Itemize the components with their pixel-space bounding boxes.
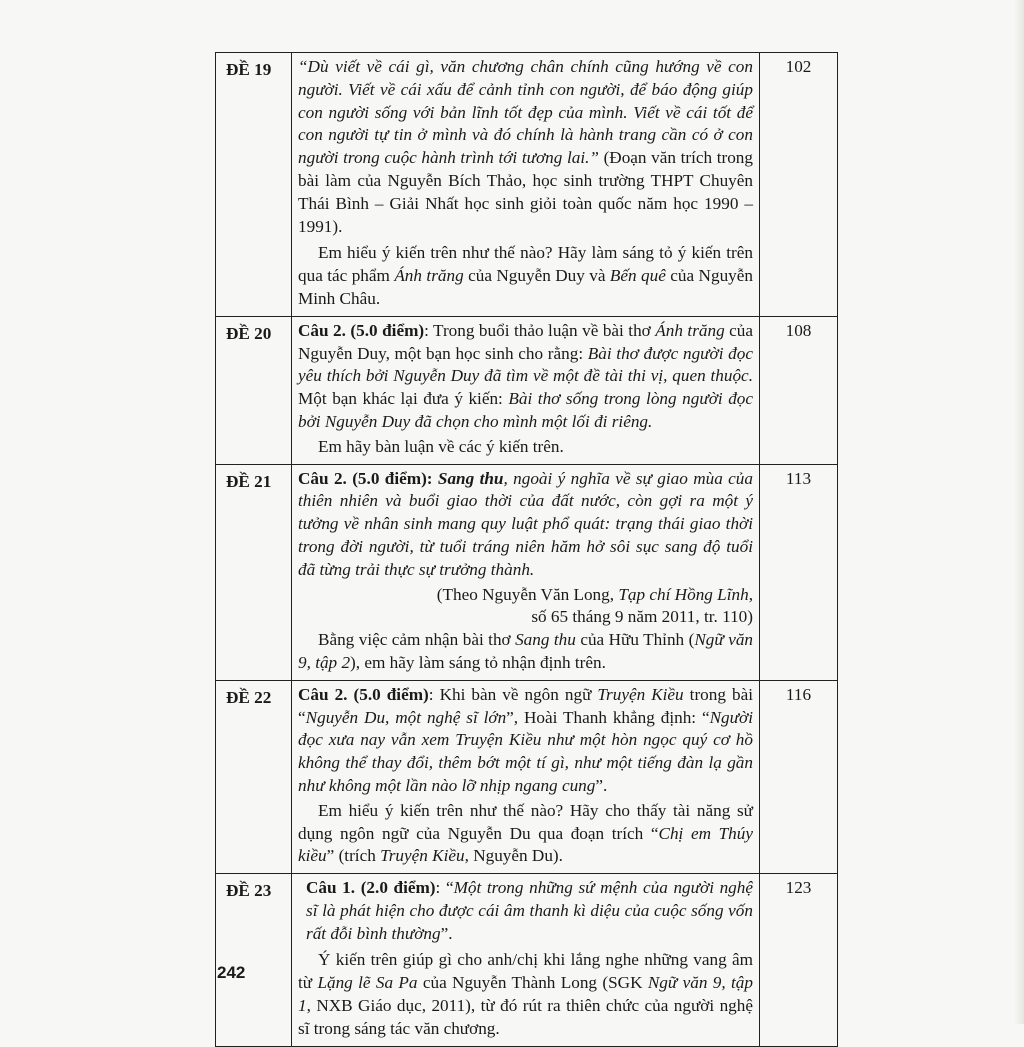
text: : “ bbox=[435, 878, 454, 898]
quote: , ngoài ý nghĩa về sự giao mùa của thiên nhiên và buổi giao thời của đất nước, còn gợi ra một ý tưởng về nhân sinh mang quy luật phổ quát: trạng thái giao thời trong đời người, từ tuổi tráng niên hăm hở sôi sục sang độ tuổi đã từng trải thực sự trưởng thành. bbox=[298, 468, 753, 579]
text: : Khi bàn về ngôn ngữ bbox=[428, 684, 598, 704]
work-title: Bến quê bbox=[609, 266, 666, 286]
text: Em hiểu ý kiến trên như thế nào? Hãy làm sáng tỏ ý kiến trên qua tác phẩm bbox=[298, 243, 753, 286]
text: ”, Hoài Thanh khẳng định: “ bbox=[506, 707, 710, 727]
text: Một bạn khác lại đưa ý kiến: bbox=[298, 389, 509, 409]
paragraph bbox=[298, 877, 753, 945]
paragraph bbox=[298, 242, 753, 310]
paragraph bbox=[298, 629, 753, 675]
exam-code: ĐỀ 21 bbox=[216, 464, 292, 680]
text: , NXB Giáo dục, 2011), từ đó rút ra thiên chức của người nghệ sĩ trong sáng tác văn chương. bbox=[298, 996, 753, 1038]
paragraph bbox=[298, 56, 753, 238]
paragraph bbox=[298, 949, 753, 1040]
quote: Người đọc xưa nay vẫn xem Truyện Kiều như một hòn ngọc quý cơ hồ không thể thay đổi, thêm bớt một tí gì, như một tiếng đàn lạ gần như không một lần nào lỡ nhịp ngang cung bbox=[298, 707, 753, 795]
table-row bbox=[216, 464, 838, 680]
text: , bbox=[748, 584, 753, 604]
exam-content bbox=[292, 53, 760, 317]
work-title: Truyện Kiều bbox=[380, 846, 465, 866]
quote: Bài thơ được người đọc yêu thích bởi Nguyễn Duy đã tìm về một đề tài thi vị, quen thuộc. bbox=[298, 343, 753, 386]
text: của Nguyễn Thành Long (SGK bbox=[417, 973, 648, 993]
paragraph bbox=[298, 800, 753, 868]
work-title: Truyện Kiều bbox=[597, 684, 684, 704]
exam-code: ĐỀ 23 bbox=[216, 874, 292, 1047]
text: ” (trích bbox=[326, 846, 381, 866]
exam-code: ĐỀ 19 bbox=[216, 53, 292, 317]
exam-index-table bbox=[215, 52, 838, 1047]
exam-content bbox=[292, 464, 760, 680]
quote: Bài thơ sống trong lòng người đọc bởi Nguyễn Duy đã chọn cho mình một lối đi riêng. bbox=[298, 389, 754, 431]
text: Em hiểu ý kiến trên như thế nào? Hãy cho thấy tài năng sử dụng ngôn ngữ của Nguyễn Du qua đoạn trích “ bbox=[298, 800, 753, 843]
work-title: Sang thu bbox=[432, 468, 504, 488]
quote: “Dù viết về cái gì, văn chương chân chính cũng hướng về con người. Viết về cái xấu để cảnh tỉnh con người, để báo động giúp con người sống với bản lĩnh tốt đẹp của mình. Viết về cái tốt để con người tự tin ở mình và đó chính là hành trang cần có ở con người trong cuộc hành trình tới tương lai.” bbox=[298, 57, 753, 168]
work-title: Ánh trăng bbox=[394, 266, 464, 286]
paragraph bbox=[298, 320, 753, 434]
table-row bbox=[216, 680, 838, 873]
exam-code: ĐỀ 22 bbox=[216, 680, 292, 873]
text: Bằng việc cảm nhận bài thơ bbox=[318, 630, 516, 650]
excerpt-title: Chị em Thúy kiều bbox=[298, 823, 753, 866]
question-label: Câu 2. (5.0 điểm) bbox=[298, 320, 425, 340]
paragraph bbox=[298, 684, 753, 798]
text: Ý kiến trên giúp gì cho anh/chị khi lắng nghe những vang âm từ bbox=[298, 950, 753, 993]
text: ”. bbox=[440, 923, 453, 943]
page-ref: 113 bbox=[760, 464, 838, 680]
source-line: số 65 tháng 9 năm 2011, tr. 110) bbox=[531, 607, 753, 627]
work-title: Sang thu bbox=[515, 630, 576, 650]
journal-title: Tạp chí Hồng Lĩnh bbox=[618, 584, 749, 604]
page-number: 242 bbox=[217, 963, 246, 982]
question-label: Câu 2. (5.0 điểm): bbox=[298, 468, 433, 488]
table-row bbox=[216, 874, 838, 1047]
exam-content bbox=[292, 316, 760, 464]
text: : Trong buổi thảo luận về bài thơ bbox=[424, 320, 656, 340]
page-ref: 116 bbox=[760, 680, 838, 873]
paragraph bbox=[298, 468, 753, 582]
exam-code: ĐỀ 20 bbox=[216, 316, 292, 464]
page-ref: 108 bbox=[760, 316, 838, 464]
text: trong bài “ bbox=[298, 684, 753, 727]
text: của Nguyễn Duy và bbox=[463, 266, 610, 286]
text: của Hữu Thỉnh ( bbox=[575, 630, 695, 650]
text: ”. bbox=[595, 775, 608, 795]
paragraph: Em hãy bàn luận về các ý kiến trên. bbox=[318, 436, 564, 456]
work-title: Lặng lẽ Sa Pa bbox=[317, 973, 418, 993]
book-title: Ngữ văn 9, tập 2 bbox=[298, 630, 754, 672]
quote: Một trong những sứ mệnh của người nghệ sĩ là phát hiện cho được cái âm thanh kì diệu của cuộc sống vốn rất đỗi bình thường bbox=[306, 878, 754, 943]
work-title: Ánh trăng bbox=[655, 320, 725, 340]
exam-content bbox=[292, 680, 760, 873]
text: của Nguyễn Duy, một bạn học sinh cho rằng: bbox=[298, 320, 754, 363]
table-row bbox=[216, 316, 838, 464]
source-note: (Đoạn văn trích trong bài làm của Nguyễn Bích Thảo, học sinh trường THPT Chuyên Thái Bình – Giải Nhất học sinh giỏi toàn quốc năm học 1990 – 1991). bbox=[298, 148, 753, 236]
table-row bbox=[216, 53, 838, 317]
text: , Nguyễn Du). bbox=[464, 846, 563, 866]
text: ), em hãy làm sáng tỏ nhận định trên. bbox=[350, 652, 606, 672]
page-ref: 123 bbox=[760, 874, 838, 1047]
text: của Nguyễn Minh Châu. bbox=[298, 266, 753, 308]
book-title: Ngữ văn 9, tập 1 bbox=[298, 973, 753, 1016]
source-line bbox=[298, 584, 753, 607]
page-ref: 102 bbox=[760, 53, 838, 317]
text: (Theo Nguyễn Văn Long, bbox=[436, 584, 619, 604]
essay-title: Nguyễn Du, một nghệ sĩ lớn bbox=[305, 707, 507, 727]
page-edge-shadow bbox=[1014, 0, 1024, 1024]
exam-content bbox=[292, 874, 760, 1047]
question-label: Câu 2. (5.0 điểm) bbox=[298, 684, 429, 704]
question-label: Câu 1. (2.0 điểm) bbox=[306, 878, 436, 898]
